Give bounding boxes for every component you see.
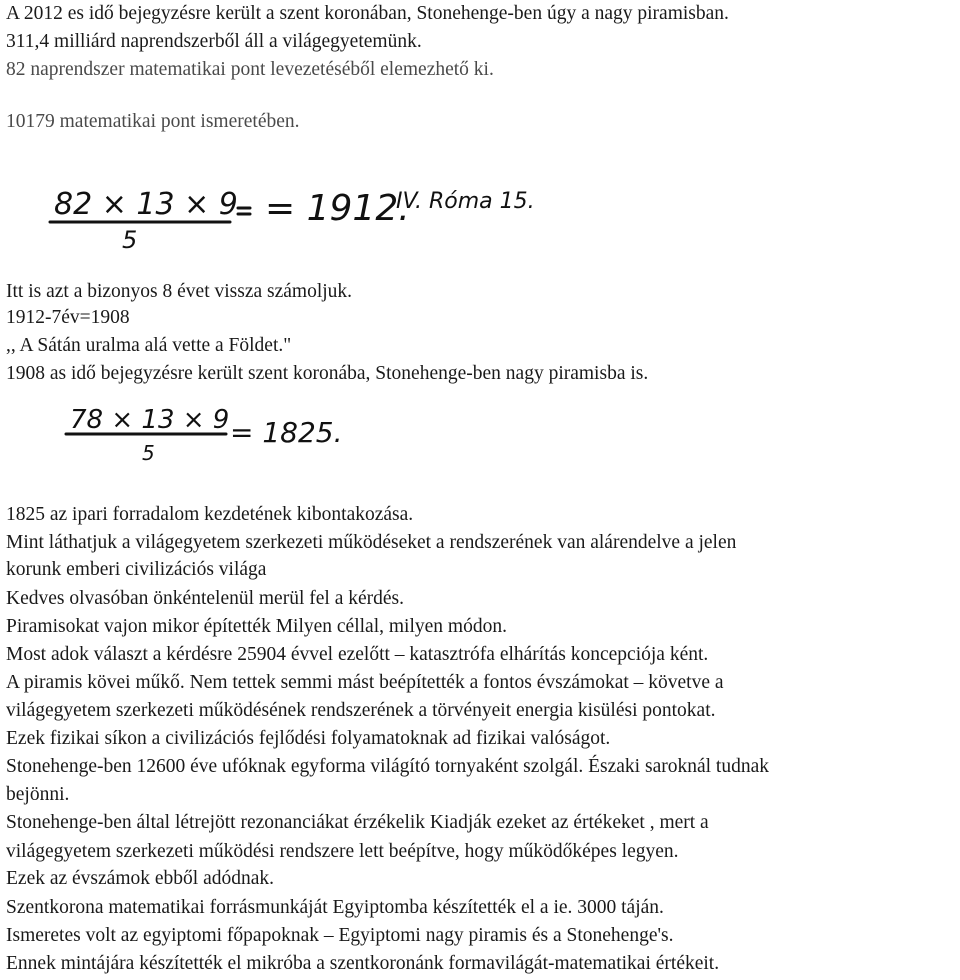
handwritten-formula-1 — [40, 178, 535, 256]
text-line: Stonehenge-ben 12600 éve ufóknak egyforma világító tornyaként szolgál. Északi saroknál tudnak — [6, 756, 769, 777]
text-line: világegyetem szerkezeti működési rendszere lett beépítve, hogy működőképes legyen. — [6, 841, 679, 862]
formula-1-denominator: 5 — [122, 226, 138, 254]
text-line: ,, A Sátán uralma alá vette a Földet." — [6, 335, 292, 356]
handwritten-formula-2 — [60, 400, 400, 466]
text-line: 1912-7év=1908 — [6, 307, 130, 328]
text-line: korunk emberi civilizációs világa — [6, 559, 267, 580]
text-line: Most adok választ a kérdésre 25904 évvel ezelőtt – katasztrófa elhárítás koncepciója ként. — [6, 644, 709, 665]
text-line: Ennek mintájára készítették el mikróba a szentkoronánk formavilágát-matematikai értékeit. — [6, 953, 720, 974]
text-line: 1908 as idő bejegyzésre került szent koronába, Stonehenge-ben nagy piramisba is. — [6, 363, 649, 384]
formula-1-result: = 1912. — [265, 188, 410, 229]
text-line: Stonehenge-ben által létrejött rezonanciákat érzékelik Kiadják ezeket az értékeket , mert a — [6, 812, 709, 833]
text-line: Ezek fizikai síkon a civilizációs fejlődési folyamatoknak ad fizikai valóságot. — [6, 728, 611, 749]
text-line: 1825 az ipari forradalom kezdetének kibontakozása. — [6, 504, 414, 525]
formula-1-note: IV. Róma 15. — [396, 189, 535, 214]
text-line: Mint láthatjuk a világegyetem szerkezeti működéseket a rendszerének van alárendelve a jelen — [6, 532, 737, 553]
text-line: 311,4 milliárd naprendszerből áll a világegyetemünk. — [6, 31, 422, 52]
text-line: 82 naprendszer matematikai pont levezetéséből elemezhető ki. — [6, 59, 494, 80]
text-line: bejönni. — [6, 784, 70, 805]
text-line: 10179 matematikai pont ismeretében. — [6, 111, 300, 132]
text-line: Itt is azt a bizonyos 8 évet vissza számoljuk. — [6, 281, 353, 302]
formula-1-numerator: 82 × 13 × 9 — [54, 187, 238, 222]
text-line: A piramis kövei műkő. Nem tettek semmi mást beépítették a fontos évszámokat – követve a — [6, 672, 724, 693]
formula-2-numerator: 78 × 13 × 9 — [70, 405, 230, 435]
formula-1-drawing — [40, 178, 535, 256]
formula-2-denominator: 5 — [142, 441, 155, 465]
formula-2-result: = 1825. — [230, 416, 343, 449]
text-line: Ismeretes volt az egyiptomi főpapoknak – Egyiptomi nagy piramis és a Stonehenge's. — [6, 925, 674, 946]
text-line: Kedves olvasóban önkéntelenül merül fel a kérdés. — [6, 588, 404, 609]
text-line: Szentkorona matematikai forrásmunkáját Egyiptomba készítették el a ie. 3000 táján. — [6, 897, 664, 918]
text-line: Ezek az évszámok ebből adódnak. — [6, 868, 275, 889]
text-line: A 2012 es idő bejegyzésre került a szent koronában, Stonehenge-ben úgy a nagy piramisban. — [6, 3, 729, 24]
text-line: világegyetem szerkezeti működésének rendszerének a törvényeit energia kisülési pontokat. — [6, 700, 716, 721]
text-line: Piramisokat vajon mikor építették Milyen céllal, milyen módon. — [6, 616, 507, 637]
formula-2-drawing — [60, 400, 400, 466]
